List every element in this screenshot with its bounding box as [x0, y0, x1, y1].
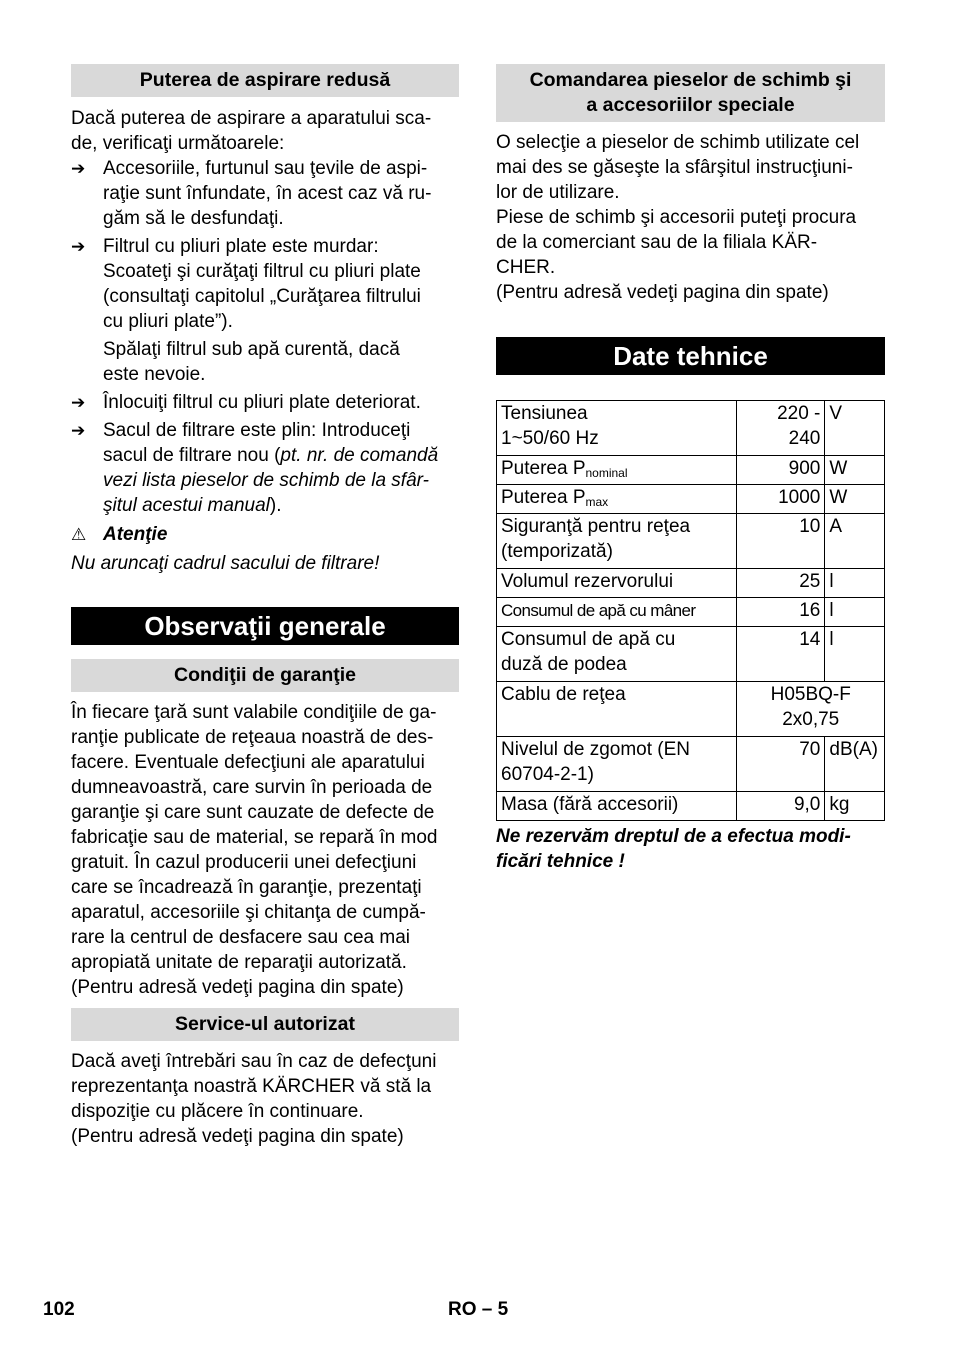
- specs-table: [496, 400, 885, 821]
- table-row: Tensiunea 1~50/60 Hz 220 - 240 V: [497, 401, 885, 456]
- general-heading: Observaţii generale: [71, 607, 459, 645]
- arrow-right-icon: ➔: [71, 159, 86, 178]
- table-row: Consumul de apă cu duză de podea 14 l: [497, 627, 885, 682]
- right-column: [496, 64, 885, 874]
- table-row: Consumul de apă cu mâner 16 l: [497, 598, 885, 627]
- arrow-right-icon: ➔: [71, 237, 86, 256]
- tech-note: Ne rezervăm dreptul de a efectua modi- ficări tehnice !: [496, 826, 851, 872]
- suction-heading: Puterea de aspirare redusă: [71, 64, 459, 97]
- list-item: ➔ Filtrul cu pliuri plate este murdar:: [71, 236, 379, 257]
- arrow-right-icon: ➔: [71, 393, 86, 412]
- parts-text: O selecţie a pieselor de schimb utilizate cel mai des se găseşte la sfârşitul instrucţiuni- lor de utilizare. Piese de schimb şi accesorii puteţi procura de la comerciant sau de la filiala KÄR- CHER. (Pentru adresă vedeţi pagina din spate): [496, 132, 860, 303]
- page-code: RO – 5: [448, 1299, 509, 1320]
- table-row: Puterea $P_{nominal}$ 900 W: [497, 456, 885, 485]
- list-item-detail: Spălaţi filtrul sub apă curentă, dacă este nevoie.: [103, 339, 400, 385]
- tech-heading: Date tehnice: [496, 337, 885, 375]
- list-item: ➔ Sacul de filtrare este plin: Introduceţi sacul de filtrare nou (pt. nr. de comandă vezi lista pieselor de schimb de la sfâr- şitul acestui manual).: [71, 420, 439, 516]
- page-number: 102: [43, 1299, 75, 1320]
- warning-text: Nu aruncaţi cadrul sacului de filtrare!: [71, 553, 380, 574]
- warranty-heading: Condiţii de garanţie: [71, 659, 459, 692]
- warning-icon: ⚠: [71, 525, 87, 544]
- table-row: Masa (fără accesorii) 9,0 kg: [497, 792, 885, 821]
- suction-intro: Dacă puterea de aspirare a aparatului sca- de, verificaţi următoarele:: [71, 108, 432, 154]
- parts-heading: Comandarea pieselor de schimb şi a accesoriilor speciale: [496, 64, 885, 122]
- service-heading: Service-ul autorizat: [71, 1008, 459, 1041]
- table-row: Volumul rezervorului 25 l: [497, 569, 885, 598]
- list-item-detail: Scoateţi şi curăţaţi filtrul cu pliuri plate (consultaţi capitolul „Curăţarea filtrului cu pliuri plate”).: [103, 261, 421, 332]
- list-item: ➔ Înlocuiţi filtrul cu pliuri plate deteriorat.: [71, 392, 421, 413]
- table-row: Nivelul de zgomot (EN 60704-2-1) 70 dB(A): [497, 737, 885, 792]
- left-column: [71, 64, 459, 1149]
- table-row: Puterea $P_{max}$ 1000 W: [497, 485, 885, 514]
- service-text: Dacă aveţi întrebări sau în caz de defecţuni reprezentanţa noastră KÄRCHER vă stă la dispoziţie cu plăcere în continuare. (Pentru adresă vedeţi pagina din spate): [71, 1051, 437, 1147]
- list-item: ➔ Accesoriile, furtunul sau ţevile de aspi- raţie sunt înfundate, în acest caz vă ru- găm să le desfundaţi.: [71, 158, 432, 229]
- warning-label: ⚠ Atenţie: [71, 524, 168, 545]
- warranty-text: În fiecare ţară sunt valabile condiţiile de ga- ranţie publicate de reţeaua noastră de des- facere. Eventuale defecţiuni ale aparatului dumneavoastră, care survin în perioada de garanţie şi care sunt cauzate de defecte de fabricaţie sau de material, se repară în mod gratuit. În cazul producerii unei defecţiuni care se încadrează în garanţie, prezentaţi aparatul, accesoriile şi chitanţa de cumpă- rare la centrul de desfacere sau cea mai apropiată unitate de reparaţii autorizată. (Pentru adresă vedeţi pagina din spate): [71, 702, 438, 998]
- arrow-right-icon: ➔: [71, 421, 86, 440]
- table-row: Siguranţă pentru reţea (temporizată) 10 A: [497, 514, 885, 569]
- table-row: Cablu de reţea H05BQ-F 2x0,75: [497, 682, 885, 737]
